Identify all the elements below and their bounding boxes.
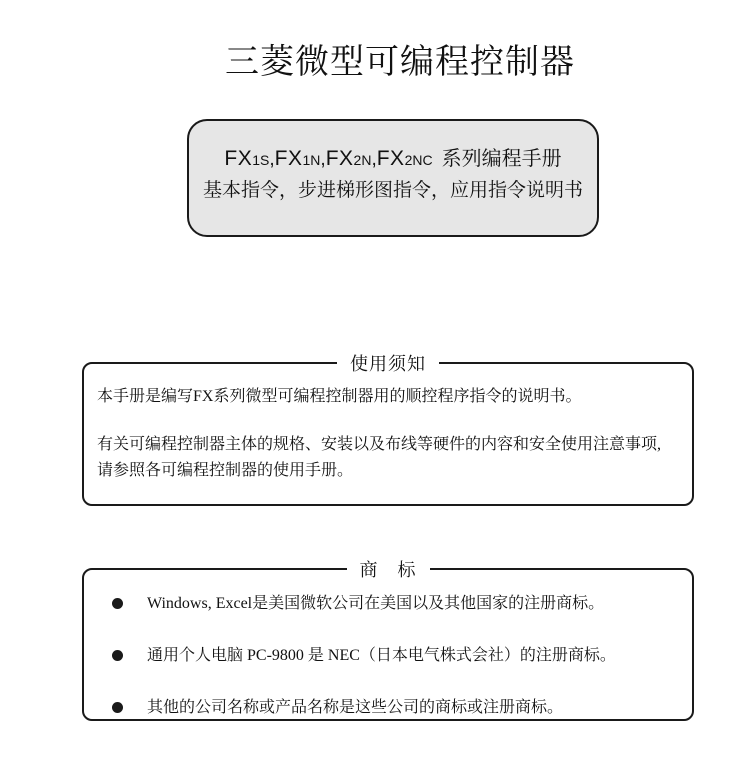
legend-right-rule [439,362,497,364]
trademark-item-text: 其他的公司名称或产品名称是这些公司的商标或注册商标。 [147,699,564,716]
list-item [112,696,680,720]
usage-notice-legend [84,349,692,377]
model-name: FX [224,147,253,170]
trademark-item-text: 通用个人电脑 PC-9800 是 NEC（日本电气株式会社）的注册商标。 [147,647,616,664]
usage-notice-box [82,354,694,506]
legend-left-rule [279,362,337,364]
model-separator: , [320,149,326,170]
model-separator: , [269,149,275,170]
list-item [112,592,680,616]
notice-paragraph: 有关可编程控制器主体的规格、安装以及布线等硬件的内容和安全使用注意事项, 请参照各可编程控制器的使用手册。 [97,436,662,479]
bullet-icon [112,702,123,713]
cover-subtitle: 基本指令，步进梯形图指令，应用指令说明书 [202,180,583,201]
cover-series-box [187,119,599,237]
bullet-icon [112,650,123,661]
model-name: FX [274,147,303,170]
usage-notice-body [84,364,692,484]
trademark-list [84,570,692,720]
bullet-icon [112,598,123,609]
model-separator: , [371,149,377,170]
usage-notice-legend-label: 使用须知 [337,350,439,376]
list-item [112,644,680,668]
model-suffix: 2NC [404,152,433,168]
model-name: FX [376,147,405,170]
trademark-box [82,560,694,721]
page-title: 三菱微型可编程控制器 [225,43,575,81]
model-suffix: 2N [353,152,372,168]
notice-paragraph: 本手册是编写FX系列微型可编程控制器用的顺控程序指令的说明书。 [97,388,582,405]
trademark-item-text: Windows, Excel是美国微软公司在美国以及其他国家的注册商标。 [147,595,605,612]
model-suffix: 1S [252,152,270,168]
legend-left-rule [289,568,347,570]
model-suffix: 1N [302,152,321,168]
legend-right-rule [430,568,488,570]
trademark-legend [84,555,692,583]
model-name: FX [325,147,354,170]
series-title-line [189,147,597,172]
trademark-legend-label: 商 标 [347,556,430,582]
series-suffix: 系列编程手册 [441,148,562,170]
